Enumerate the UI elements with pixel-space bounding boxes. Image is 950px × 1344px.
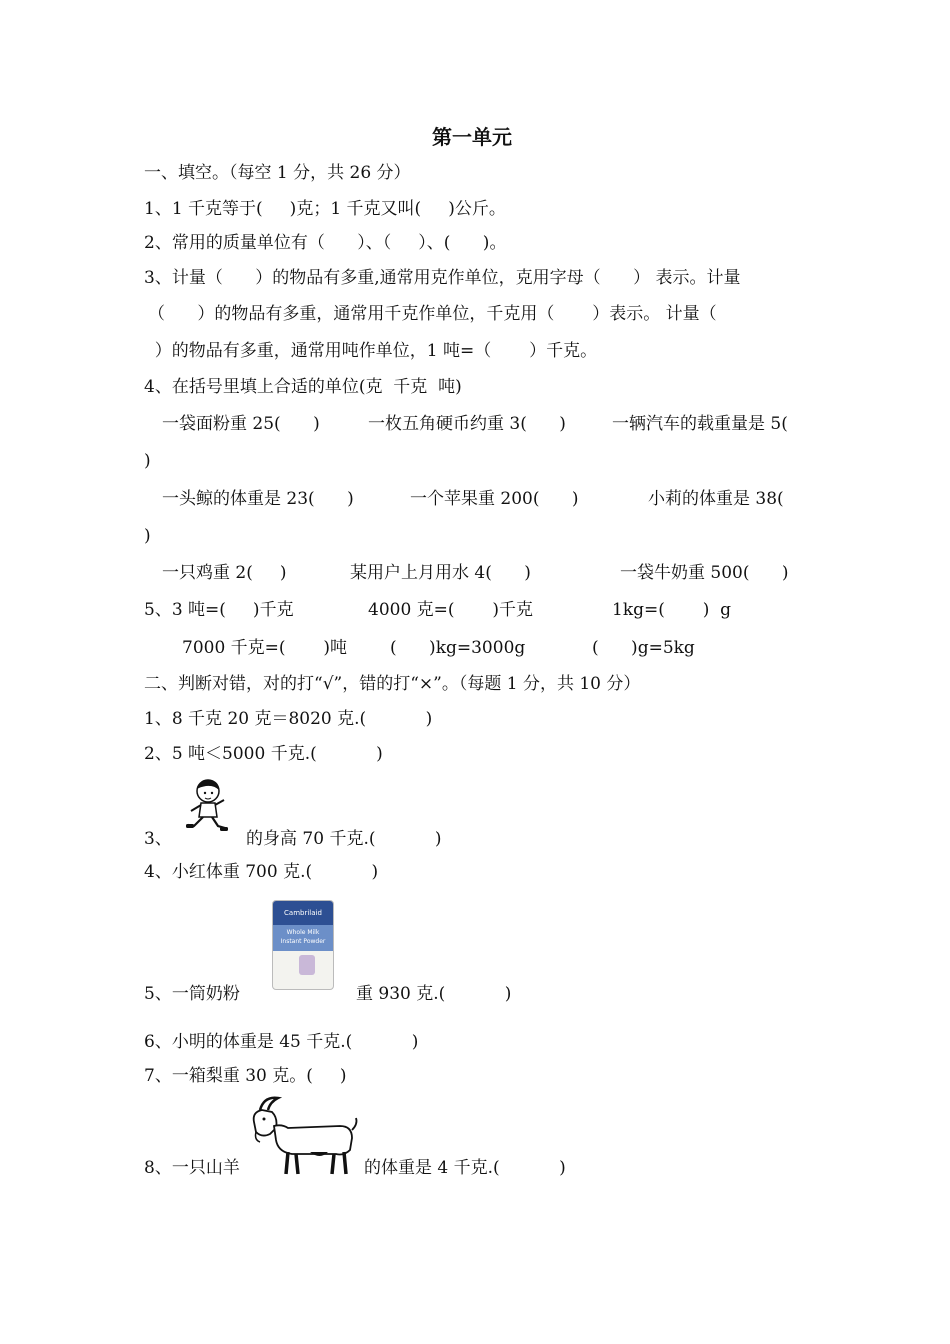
question-3-line1: 3、计量（ ）的物品有多重,通常用克作单位，克用字母（ ） 表示。计量 [144,268,741,288]
q4-item-milk: 一袋牛奶重 500( ) [620,563,789,583]
q5-conversion-d: 7000 千克=( )吨 [182,638,348,658]
question-2: 2、常用的质量单位有（ ）、（ ）、( )。 [144,233,507,253]
can-product-line2: Instant Powder [280,938,326,945]
judge-3-suffix: 的身高 70 千克.( ) [246,829,442,849]
judge-1: 1、8 千克 20 克＝8020 克.( ) [144,709,433,729]
question-3-line3: ）的物品有多重，通常用吨作单位，1 吨=（ ）千克。 [144,341,598,361]
judge-2: 2、5 吨＜5000 千克.( ) [144,744,383,764]
q4-item-coin: 一枚五角硬币约重 3( ) [368,414,566,434]
q4-item-truck-close: ) [144,451,151,471]
q4-item-apple: 一个苹果重 200( ) [410,489,579,509]
page-title: 第一单元 [432,125,512,149]
q4-item-whale: 一头鲸的体重是 23( ) [162,489,354,509]
judge-7: 7、一箱梨重 30 克。( ) [144,1066,347,1086]
can-product-label [273,925,333,951]
q5-conversion-a: 5、3 吨=( )千克 [144,600,294,620]
goat-icon [248,1094,360,1178]
judge-3-prefix: 3、 [144,829,172,849]
can-emblem [299,955,315,975]
judge-5-suffix: 重 930 克.( ) [356,984,512,1004]
q4-item-xiaoli-close: ) [144,526,151,546]
can-product-line1: Whole Milk [286,929,320,936]
judge-8-suffix: 的体重是 4 千克.( ) [364,1158,566,1178]
q4-item-truck: 一辆汽车的载重量是 5( [612,414,788,434]
question-1: 1、1 千克等于( )克；1 千克又叫( )公斤。 [144,199,506,219]
q4-item-water: 某用户上月用水 4( ) [350,563,531,583]
question-3-line2: （ ）的物品有多重，通常用千克作单位，千克用（ ）表示。 计量（ [148,304,717,324]
q5-conversion-c: 1kg=( ) g [612,600,732,620]
judge-6: 6、小明的体重是 45 千克.( ) [144,1032,419,1052]
judge-4: 4、小红体重 700 克.( ) [144,862,379,882]
running-boy-icon [184,778,230,836]
judge-5-prefix: 5、一筒奶粉 [144,984,240,1004]
q5-conversion-e: ( )kg=3000g [390,638,526,658]
can-brand-label: Cambrilaid [273,901,333,925]
q5-conversion-f: ( )g=5kg [592,638,695,658]
q4-item-flour: 一袋面粉重 25( ) [162,414,320,434]
milk-powder-can-icon [272,900,334,990]
q5-conversion-b: 4000 克=( )千克 [368,600,534,620]
section1-heading: 一、填空。（每空 1 分，共 26 分） [144,163,411,183]
question-4-heading: 4、在括号里填上合适的单位(克 千克 吨) [144,377,462,397]
judge-8-prefix: 8、一只山羊 [144,1158,240,1178]
q4-item-chicken: 一只鸡重 2( ) [162,563,287,583]
q4-item-xiaoli: 小莉的体重是 38( [648,489,784,509]
section2-heading: 二、判断对错，对的打“√”，错的打“×”。（每题 1 分，共 10 分） [144,674,641,694]
